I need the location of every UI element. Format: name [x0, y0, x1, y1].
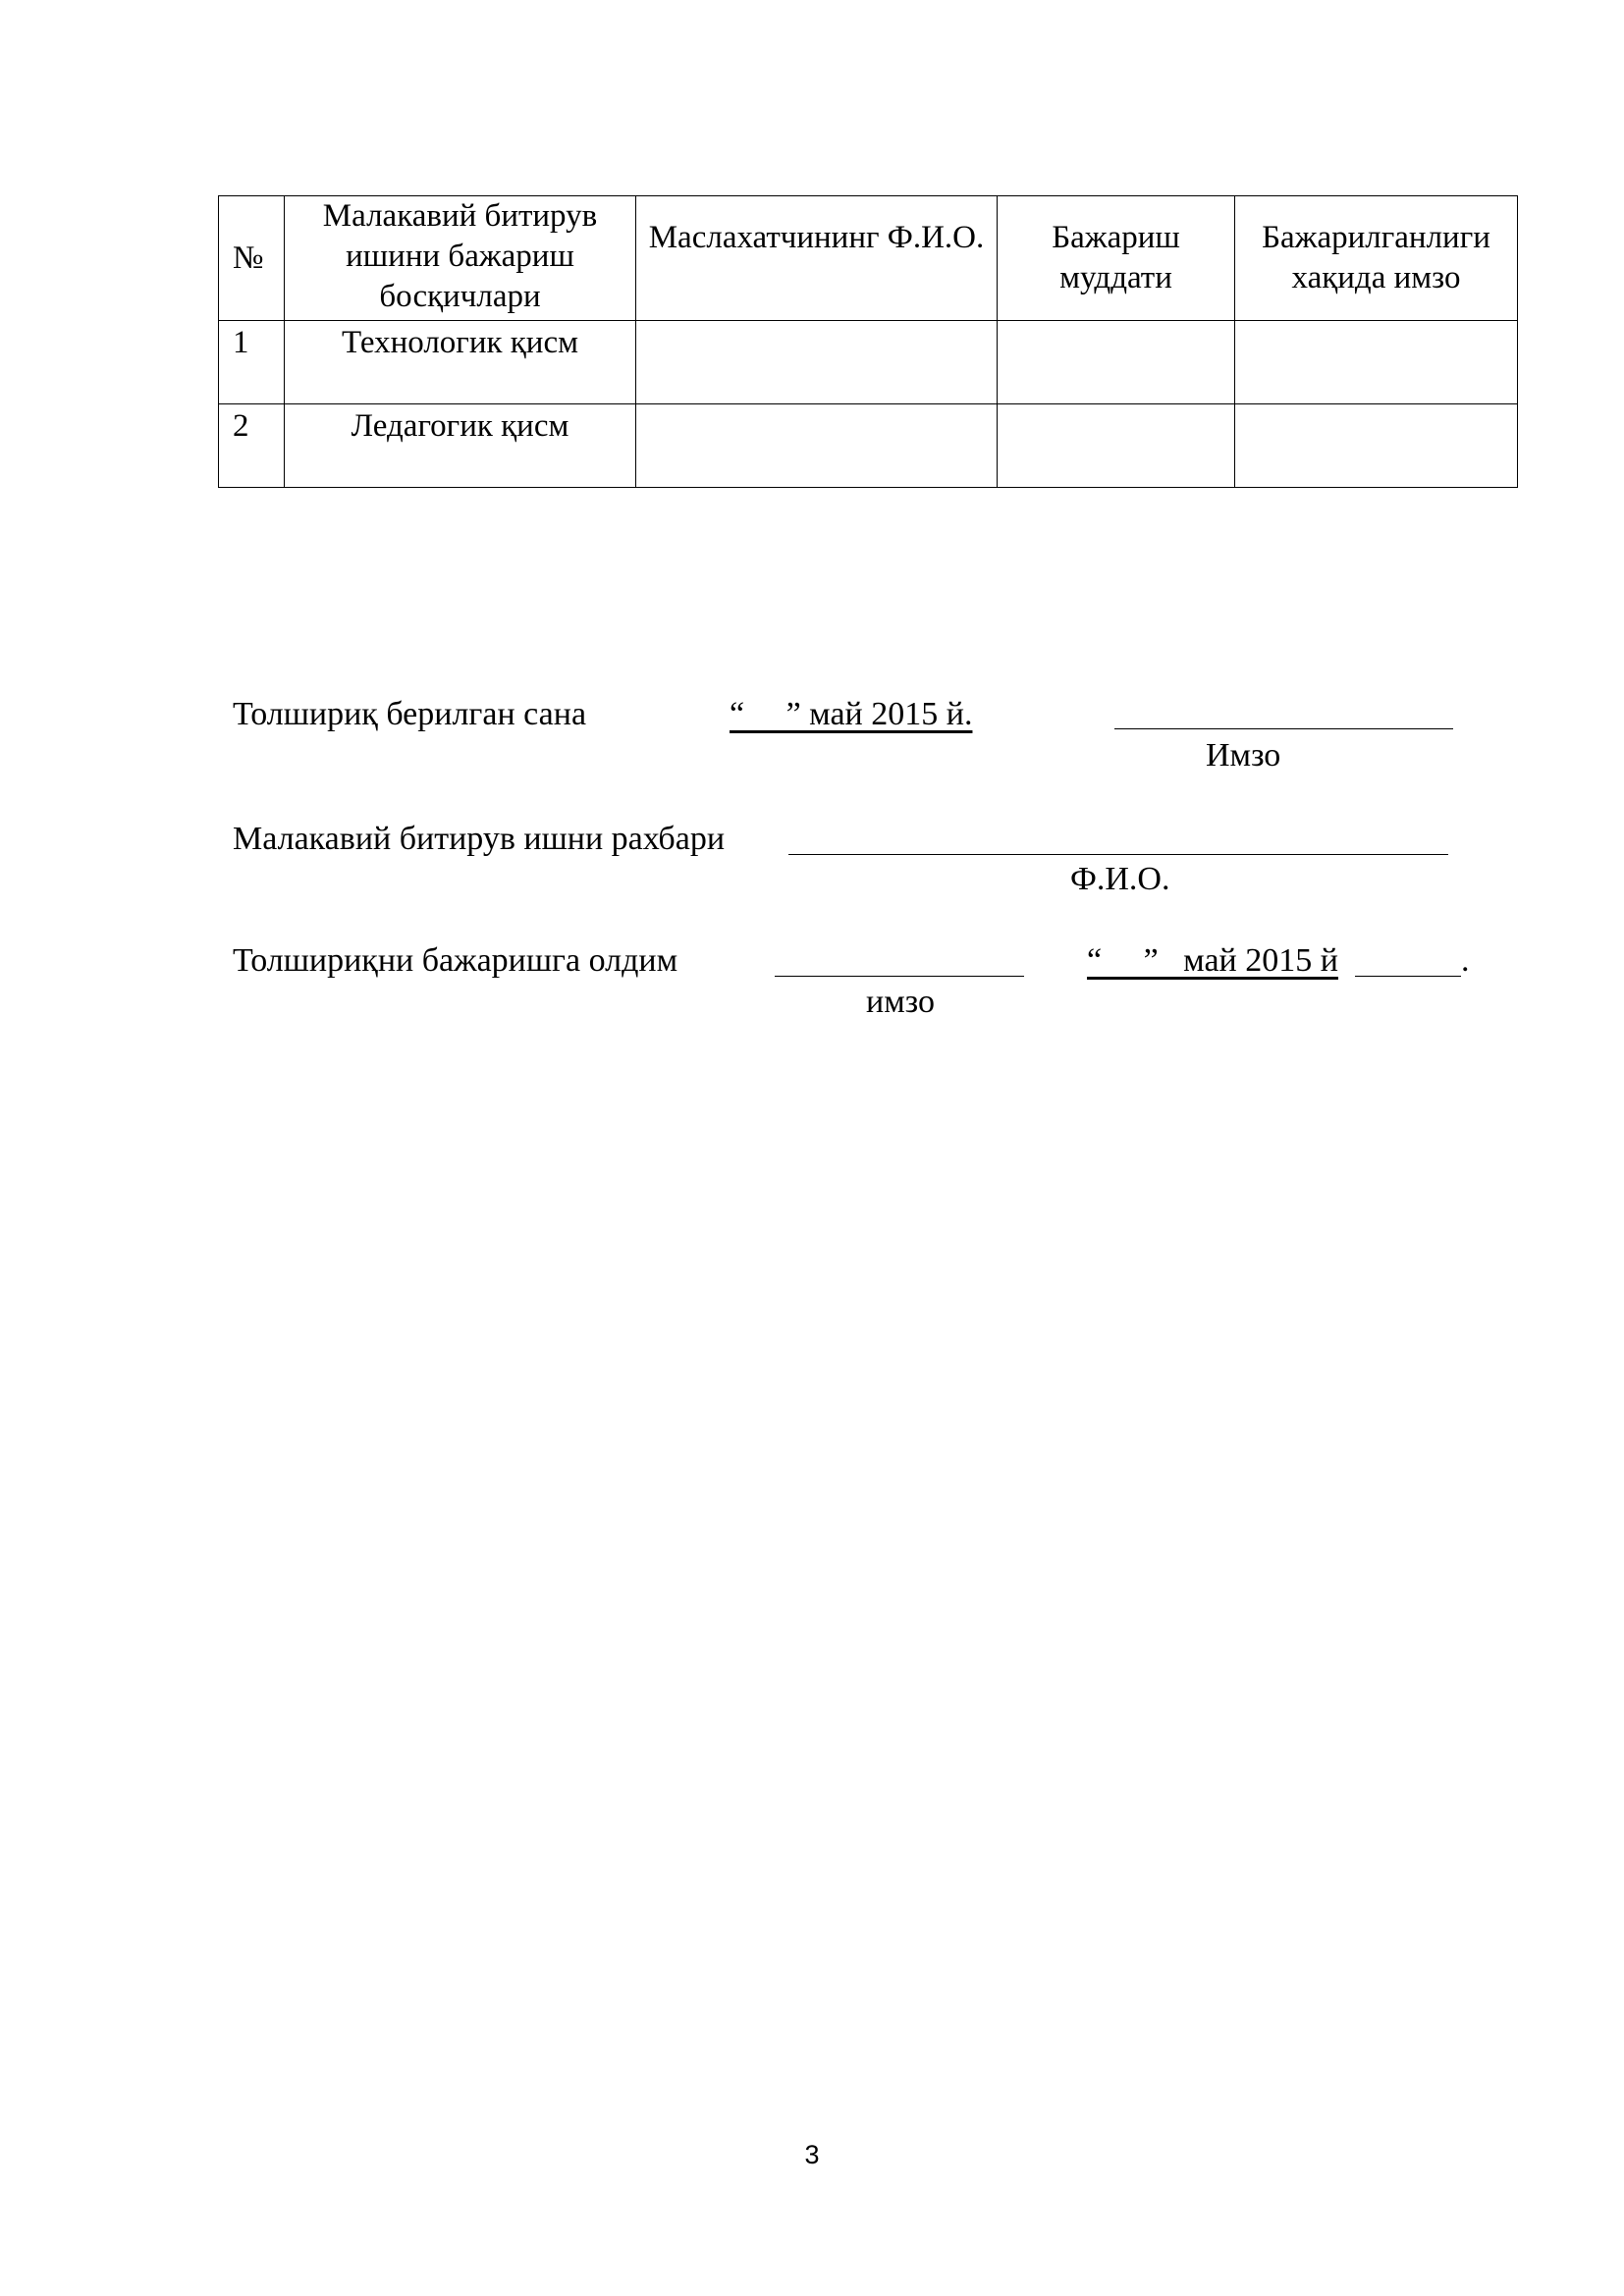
row-number: 1 — [219, 321, 285, 404]
table-header-row — [219, 196, 1518, 321]
header-stages: Малакавий битирув ишини бажариш босқичлари — [285, 196, 636, 321]
header-signature — [1235, 196, 1518, 321]
assignment-signature-caption: Имзо — [1206, 737, 1281, 774]
row-number: 2 — [219, 404, 285, 488]
row-signature-cell — [1235, 404, 1518, 488]
accepted-date-tail: . — [1461, 942, 1470, 979]
row-deadline-cell — [998, 321, 1235, 404]
row-advisor-cell — [636, 404, 998, 488]
header-advisor — [636, 196, 998, 321]
stages-table — [218, 195, 1518, 488]
supervisor-caption: Ф.И.О. — [1070, 861, 1170, 897]
accepted-signature-caption: имзо — [866, 984, 935, 1020]
supervisor-label: Малакавий битирув ишни рахбари — [233, 821, 726, 857]
header-deadline-text: Бажариш муддати — [1052, 220, 1180, 295]
page-number: 3 — [804, 2140, 820, 2169]
table-row — [219, 321, 1518, 404]
accepted-date-value: “ ” май 2015 й — [1087, 942, 1338, 979]
header-signature-text: Бажарилганлиги хақида имзо — [1262, 220, 1490, 295]
header-number: № — [219, 196, 285, 321]
assignment-signature-line — [1114, 728, 1453, 729]
assignment-date-label: Толшириқ берилган сана — [233, 696, 587, 732]
accepted-signature-line — [775, 976, 1024, 977]
header-advisor-text: Маслахатчининг Ф.И.О. — [648, 220, 985, 255]
row-deadline-cell — [998, 404, 1235, 488]
row-stage: Ледагогик қисм — [285, 404, 636, 488]
header-deadline — [998, 196, 1235, 321]
row-stage: Технологик қисм — [285, 321, 636, 404]
assignment-date-value: “ ” май 2015 й. — [730, 696, 973, 732]
supervisor-name-line — [788, 854, 1448, 855]
table-row — [219, 404, 1518, 488]
accepted-date-underline — [1355, 976, 1461, 977]
row-advisor-cell — [636, 321, 998, 404]
row-signature-cell — [1235, 321, 1518, 404]
accepted-label: Толшириқни бажаришга олдим — [233, 942, 678, 979]
